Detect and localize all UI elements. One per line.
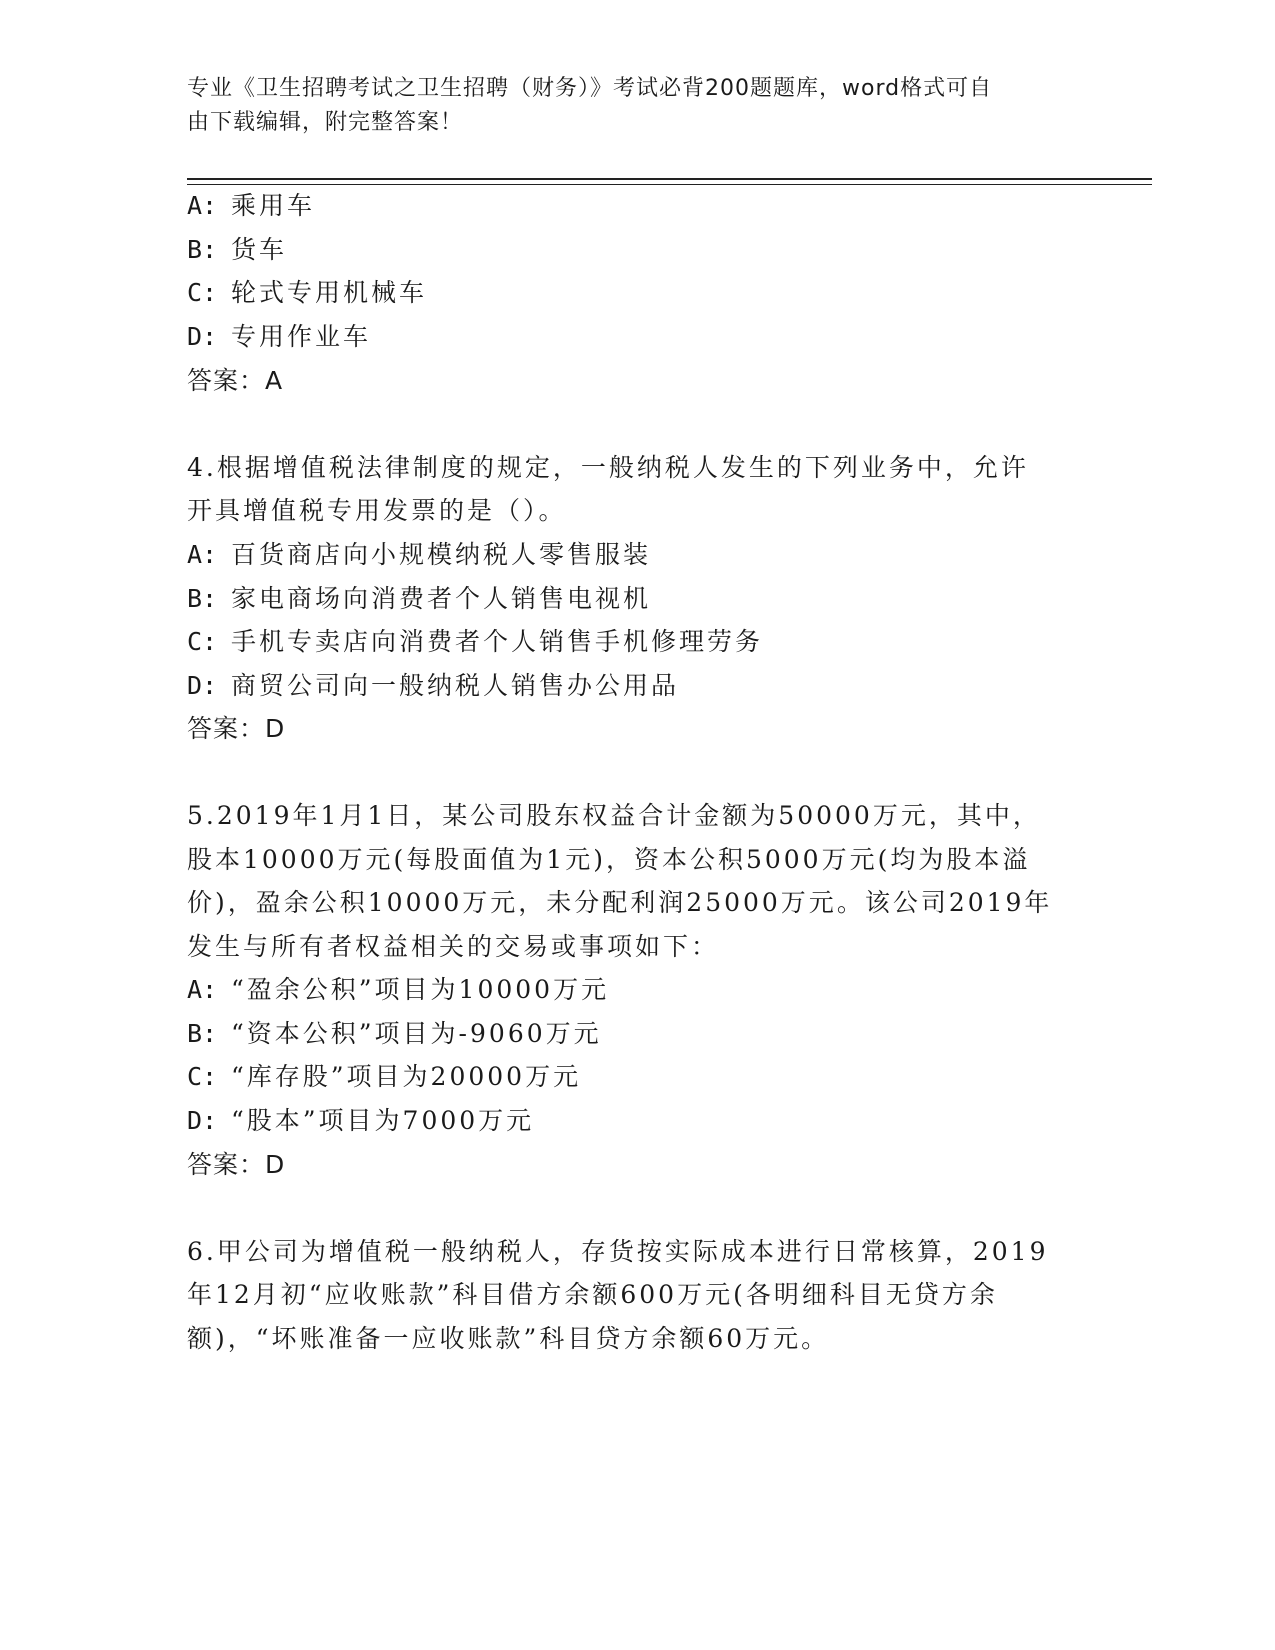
q3-option-b [187, 230, 287, 266]
option-text: “盈余公积”项目为10000万元 [231, 975, 610, 1004]
option-text: 专用作业车 [231, 322, 372, 351]
q4-option-b [187, 579, 651, 615]
option-letter: B: [187, 1019, 218, 1048]
q4-stem-line-2: 开具增值税专用发票的是（）。 [187, 496, 567, 525]
option-text: 货车 [231, 235, 288, 264]
option-letter: D: [187, 1106, 218, 1135]
q5-option-c [187, 1057, 581, 1093]
q5-stem-line-3: 价)，盈余公积10000万元，未分配利润25000万元。该公司2019年 [187, 888, 1053, 917]
option-letter: D: [187, 322, 218, 351]
option-text: 轮式专用机械车 [231, 278, 428, 307]
option-text: 乘用车 [231, 191, 316, 220]
option-letter: B: [187, 584, 218, 613]
option-text: 百货商店向小规模纳税人零售服装 [231, 540, 652, 569]
option-text: 手机专卖店向消费者个人销售手机修理劳务 [231, 627, 764, 656]
q5-stem-line-2: 股本10000万元(每股面值为1元)，资本公积5000万元(均为股本溢 [187, 845, 1031, 874]
option-letter: C: [187, 1062, 218, 1091]
document-header [187, 72, 1067, 140]
option-text: 家电商场向消费者个人销售电视机 [231, 584, 652, 613]
q6-stem-line-2: 年12月初“应收账款”科目借方余额600万元(各明细科目无贷方余 [187, 1280, 998, 1309]
option-letter: C: [187, 278, 218, 307]
option-text: “库存股”项目为20000万元 [231, 1062, 582, 1091]
q5-option-b [187, 1014, 602, 1050]
option-letter: A: [187, 975, 218, 1004]
q4-option-d [187, 666, 679, 702]
q5-option-a [187, 970, 609, 1006]
option-letter: D: [187, 671, 218, 700]
option-letter: A: [187, 191, 218, 220]
q3-option-a [187, 186, 315, 222]
q3-option-c [187, 273, 427, 309]
q6-stem-line-3: 额)，“坏账准备一应收账款”科目贷方余额60万元。 [187, 1324, 830, 1353]
q4-option-c [187, 622, 763, 658]
option-letter: C: [187, 627, 218, 656]
q5-stem-line-4: 发生与所有者权益相关的交易或事项如下： [187, 932, 720, 961]
q5-stem-line-1: 5.2019年1月1日，某公司股东权益合计金额为50000万元，其中， [187, 801, 1041, 830]
header-divider-thin [187, 184, 1152, 185]
header-line-2: 由下载编辑，附完整答案！ [187, 110, 464, 135]
option-text: “股本”项目为7000万元 [231, 1106, 535, 1135]
header-line-1: 专业《卫生招聘考试之卫生招聘（财务）》考试必背200题题库，word格式可自 [187, 76, 993, 101]
option-letter: B: [187, 235, 218, 264]
q4-option-a [187, 535, 651, 571]
option-text: 商贸公司向一般纳税人销售办公用品 [231, 671, 680, 700]
option-letter: A: [187, 540, 218, 569]
q5-answer: 答案：D [187, 1150, 286, 1179]
q4-answer: 答案：D [187, 714, 286, 743]
q5-option-d [187, 1101, 534, 1137]
q4-stem-line-1: 4.根据增值税法律制度的规定，一般纳税人发生的下列业务中，允许 [187, 453, 1029, 482]
q3-option-d [187, 317, 371, 353]
q3-answer: 答案：A [187, 366, 284, 395]
q6-stem-line-1: 6.甲公司为增值税一般纳税人，存货按实际成本进行日常核算，2019 [187, 1237, 1049, 1266]
header-divider-thick [187, 178, 1152, 180]
option-text: “资本公积”项目为-9060万元 [231, 1019, 602, 1048]
